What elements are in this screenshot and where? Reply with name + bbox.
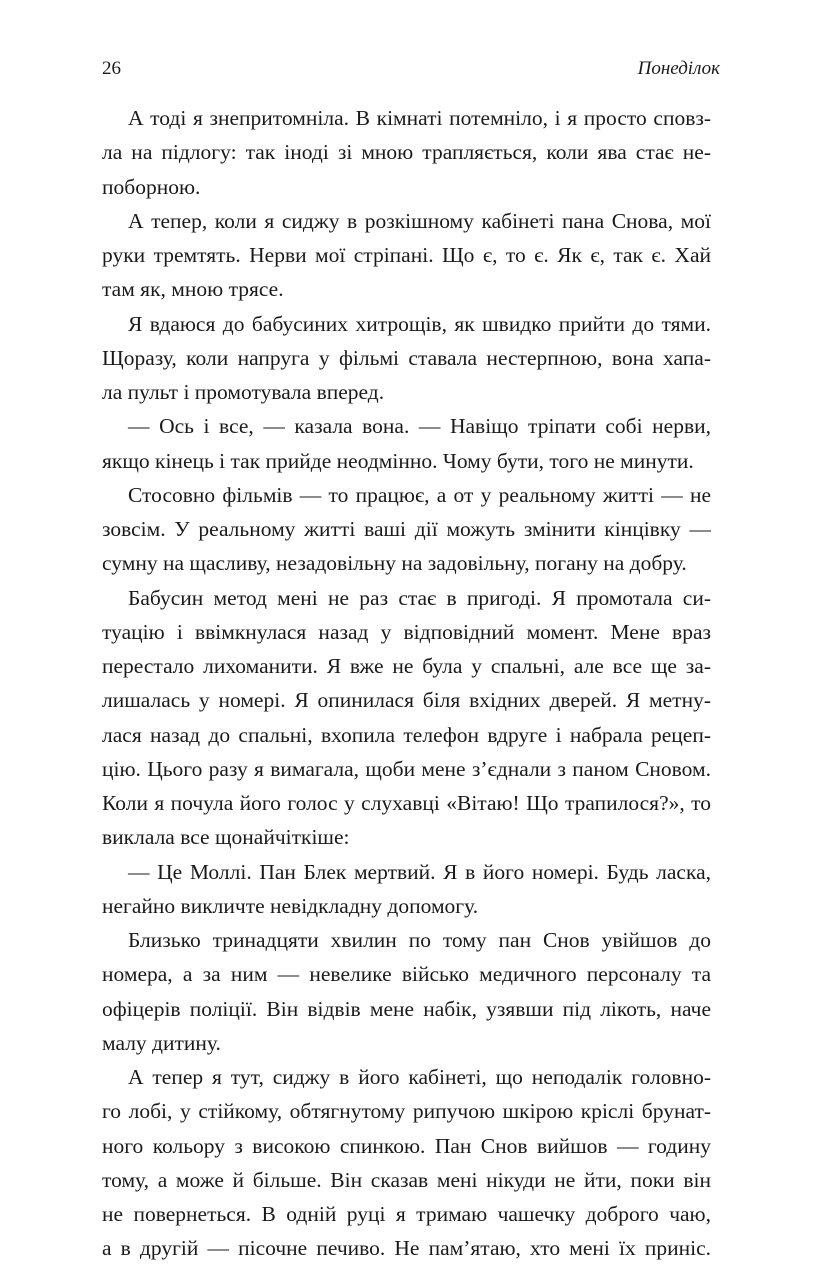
paragraph xyxy=(102,855,711,924)
text-line: якщо кінець і так прийде неодмінно. Чому бути, того не минути. xyxy=(102,448,694,473)
text-line: негайно викличте невідкладну допомогу. xyxy=(102,893,479,918)
text-line: Щоразу, коли напруга у фільмі ставала нестерпною, вона хапа- xyxy=(102,345,711,370)
text-line: Стосовно фільмів — то працює, а от у реальному житті — не xyxy=(128,482,711,507)
paragraph xyxy=(102,409,711,478)
text-line: — Це Моллі. Пан Блек мертвий. Я в його номері. Будь ласка, xyxy=(128,859,711,884)
text-line: А тепер я тут, сиджу в його кабінеті, що неподалік головно- xyxy=(128,1065,711,1089)
text-line: офіцерів поліції. Він відвів мене набік, узявши під лікоть, наче xyxy=(102,996,711,1021)
text-line: ла на підлогу: так іноді зі мною трапляється, коли ява стає не- xyxy=(102,140,711,165)
text-line: Я вдаюся до бабусиних хитрощів, як швидко прийти до тями. xyxy=(128,311,711,336)
paragraph xyxy=(102,478,711,581)
text-line: Бабусин метод мені не раз стає в пригоді. Я промотала си- xyxy=(128,585,711,610)
text-line: туацію і ввімкнулася назад у відповідний момент. Мене враз xyxy=(102,619,711,644)
body-text xyxy=(102,101,711,1266)
text-line: го лобі, у стійкому, обтягнутому рипучою шкірою кріслі брунат- xyxy=(102,1099,711,1124)
paragraph xyxy=(102,101,711,204)
text-line: Близько тринадцяти хвилин по тому пан Снов увійшов до xyxy=(128,928,711,952)
text-line: перестало лихоманити. Я вже не була у спальні, але все ще за- xyxy=(102,654,711,678)
text-line: там як, мною трясе. xyxy=(102,277,284,302)
text-line: виклала все щонайчіткіше: xyxy=(102,825,350,850)
paragraph xyxy=(102,307,711,410)
text-line: а в другій — пісочне печиво. Не пам’ятаю, хто мені їх приніс. xyxy=(102,1236,711,1261)
text-line: руки тремтять. Нерви мої стріпані. Що є, то є. Як є, так є. Хай xyxy=(102,243,711,267)
text-line: ла пульт і промотувала вперед. xyxy=(102,380,385,404)
text-line: поборною. xyxy=(102,174,201,199)
paragraph xyxy=(102,204,711,307)
text-line: — Ось і все, — казала вона. — Навіщо тріпати собі нерви, xyxy=(128,414,711,439)
text-line: Коли я почула його голос у слухавці «Вітаю! Що трапилося?», то xyxy=(102,791,711,815)
paragraph xyxy=(102,1060,711,1266)
paragraph xyxy=(102,581,711,855)
text-line: А тоді я знепритомніла. В кімнаті потемніло, і я просто сповз- xyxy=(128,106,711,130)
paragraph xyxy=(102,923,711,1060)
text-line: номера, а за ним — невелике військо медичного персоналу та xyxy=(102,962,711,987)
running-head xyxy=(102,58,720,88)
text-line: А тепер, коли я сиджу в розкішному кабінеті пана Снова, мої xyxy=(128,208,711,233)
page-number: 26 xyxy=(102,58,121,79)
text-line: лася назад до спальні, вхопила телефон вдруге і набрала рецеп- xyxy=(102,722,711,747)
text-line: цію. Цього разу я вимагала, щоби мене з’єднали з паном Сновом. xyxy=(102,756,711,781)
text-line: сумну на щасливу, незадовільну на задовільну, погану на добру. xyxy=(102,551,687,576)
text-line: лишалась у номері. Я опинилася біля вхідних дверей. Я метну- xyxy=(102,688,711,713)
text-line: малу дитину. xyxy=(102,1030,221,1055)
text-line: ного кольору з високою спинкою. Пан Снов вийшов — годину xyxy=(102,1133,711,1158)
text-line: зовсім. У реальному житті ваші дії можуть змінити кінцівку — xyxy=(102,517,711,541)
text-line: тому, а може й більше. Він сказав мені нікуди не йти, поки він xyxy=(102,1167,711,1192)
text-line: не повернеться. В одній руці я тримаю чашечку доброго чаю, xyxy=(102,1202,711,1226)
section-title: Понеділок xyxy=(637,58,720,79)
